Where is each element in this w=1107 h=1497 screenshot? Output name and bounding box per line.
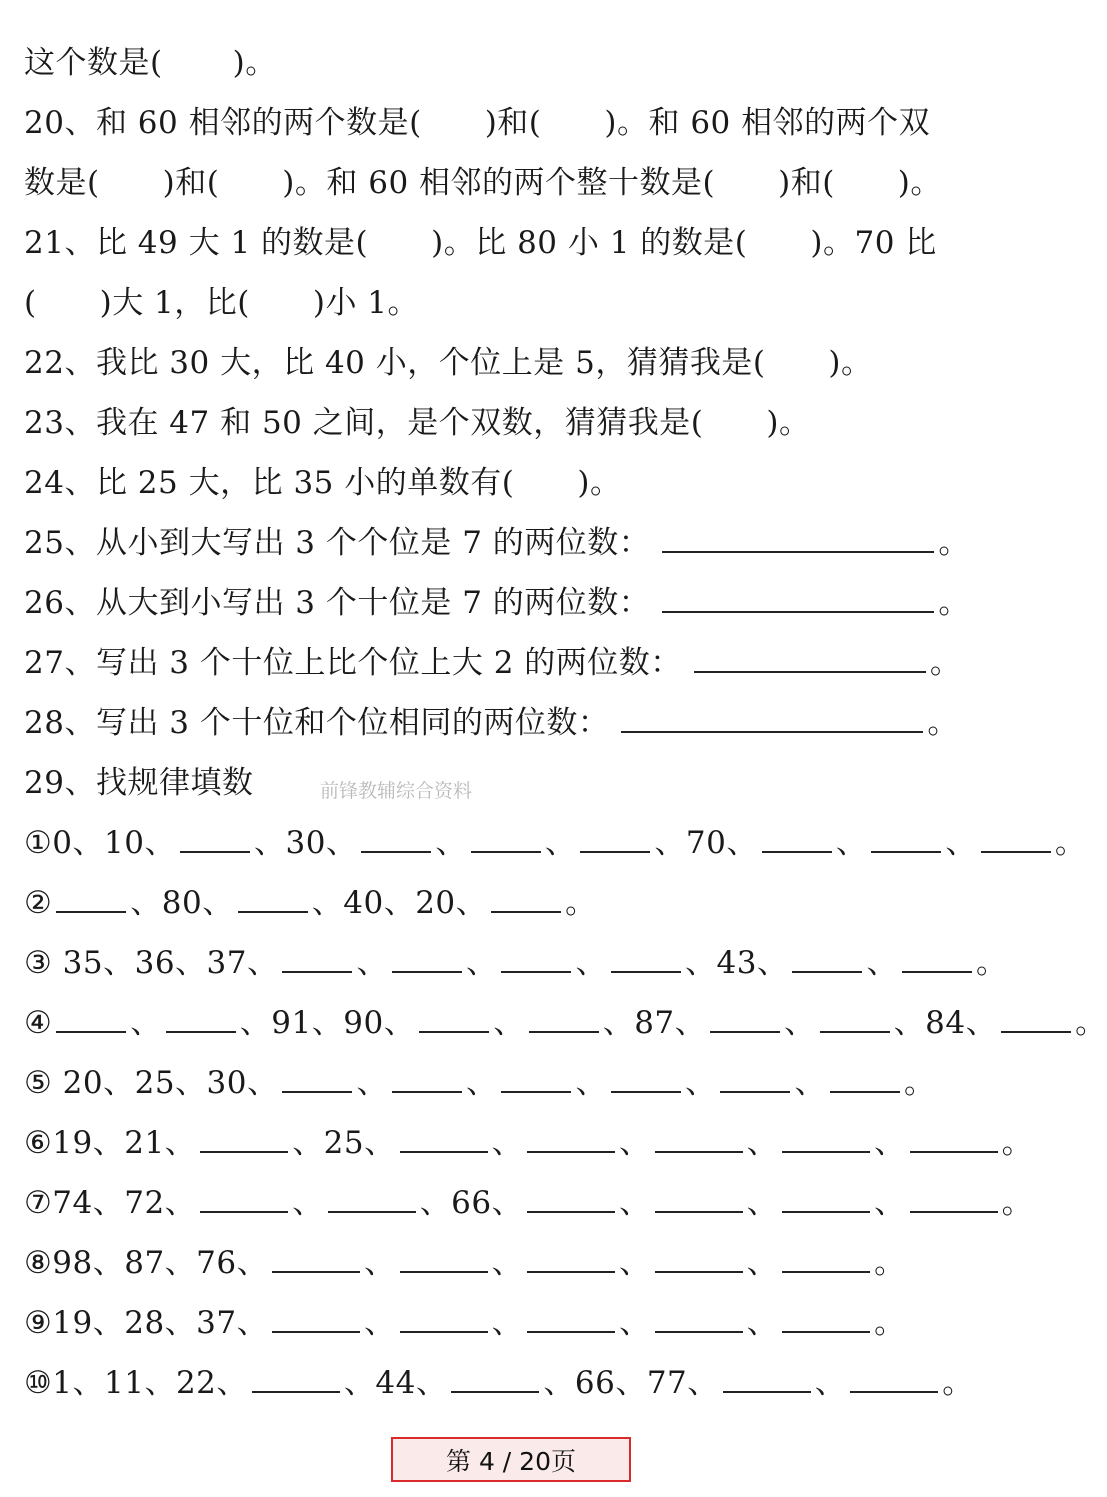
answer-blank[interactable] — [782, 1125, 870, 1153]
page-indicator: 第 4 / 20页 — [391, 1437, 631, 1482]
q21-line2: ( )大 1，比( )小 1。 — [24, 285, 420, 321]
answer-blank[interactable] — [527, 1185, 615, 1213]
seq-text: 、 — [491, 1305, 524, 1341]
answer-blank[interactable] — [723, 1365, 811, 1393]
q23: 23、我在 47 和 50 之间，是个双数，猜猜我是( )。 — [24, 405, 811, 441]
seq-text: ⑨19、28、37、 — [24, 1305, 269, 1341]
answer-blank[interactable] — [392, 945, 462, 973]
answer-blank[interactable] — [392, 1065, 462, 1093]
answer-blank[interactable] — [621, 705, 923, 733]
seq-text: 、 — [364, 1245, 396, 1281]
answer-blank[interactable] — [655, 1125, 743, 1153]
seq-text: 、 — [493, 1005, 525, 1041]
answer-blank[interactable] — [200, 1185, 288, 1213]
seq-text: ② — [24, 885, 53, 921]
seq-text: ①0、10、 — [24, 825, 176, 861]
seq-text: 、 — [575, 945, 607, 981]
q28-end: 。 — [927, 705, 959, 741]
answer-blank[interactable] — [166, 1005, 236, 1033]
answer-blank[interactable] — [451, 1365, 539, 1393]
seq-text: 。 — [1001, 1125, 1034, 1161]
answer-blank[interactable] — [471, 825, 541, 853]
seq-text: 、70、 — [654, 825, 758, 861]
answer-blank[interactable] — [1001, 1005, 1071, 1033]
answer-blank[interactable] — [710, 1005, 780, 1033]
seq-text: 、 — [814, 1365, 847, 1401]
seq-text: 。 — [1001, 1185, 1034, 1221]
seq-text: 、66、77、 — [543, 1365, 719, 1401]
seq-text: 、91、90、 — [239, 1005, 416, 1041]
q28 — [24, 703, 959, 743]
seq-text: ⑤ 20、25、30、 — [24, 1065, 279, 1101]
seq-text: 、 — [794, 1065, 826, 1101]
answer-blank[interactable] — [850, 1365, 938, 1393]
answer-blank[interactable] — [272, 1245, 360, 1273]
answer-blank[interactable] — [662, 585, 934, 613]
answer-blank[interactable] — [580, 825, 650, 853]
answer-blank[interactable] — [527, 1245, 615, 1273]
seq-text: 、30、 — [253, 825, 358, 861]
watermark: 前锋教辅综合资料 — [320, 780, 473, 802]
answer-blank[interactable] — [871, 825, 941, 853]
seq-text: ⑧98、87、76、 — [24, 1245, 269, 1281]
q27-end: 。 — [929, 645, 962, 681]
answer-blank[interactable] — [400, 1245, 488, 1273]
seq-text: 、 — [874, 1185, 906, 1221]
seq-text: 、 — [619, 1125, 651, 1161]
seq-text: 、 — [465, 1065, 498, 1101]
answer-blank[interactable] — [782, 1245, 870, 1273]
answer-blank[interactable] — [56, 1005, 126, 1033]
seq-text: 。 — [565, 885, 597, 921]
answer-blank[interactable] — [762, 825, 832, 853]
q27 — [24, 643, 961, 683]
q20-line2: 数是( )和( )。和 60 相邻的两个整十数是( )和( )。 — [24, 165, 942, 201]
seq-text: 、 — [544, 825, 577, 861]
seq-text: 、 — [619, 1245, 651, 1281]
seq-text: 、87、 — [602, 1005, 707, 1041]
seq-text: 、 — [364, 1305, 396, 1341]
seq-text: 、66、 — [419, 1185, 524, 1221]
q29-heading: 29、找规律填数 — [24, 765, 254, 801]
answer-blank[interactable] — [56, 885, 126, 913]
answer-blank[interactable] — [655, 1185, 743, 1213]
answer-blank[interactable] — [272, 1305, 360, 1333]
seq-text: 。 — [874, 1305, 906, 1341]
answer-blank[interactable] — [527, 1125, 615, 1153]
seq-3 — [24, 943, 1007, 983]
answer-blank[interactable] — [782, 1305, 870, 1333]
seq-text: ⑥19、21、 — [24, 1125, 197, 1161]
answer-blank[interactable] — [419, 1005, 489, 1033]
answer-blank[interactable] — [981, 825, 1051, 853]
q26-text: 26、从大到小写出 3 个十位是 7 的两位数： — [24, 585, 651, 621]
seq-text: 、 — [130, 1005, 162, 1041]
seq-4 — [24, 1003, 1107, 1043]
seq-text: ③ 35、36、37、 — [24, 945, 279, 981]
seq-text: ⑩1、11、22、 — [24, 1365, 248, 1401]
q28-text: 28、写出 3 个十位和个位相同的两位数： — [24, 705, 610, 741]
seq-text: 、84、 — [893, 1005, 998, 1041]
q27-text: 27、写出 3 个十位上比个位上大 2 的两位数： — [24, 645, 682, 681]
seq-text: 、 — [575, 1065, 607, 1101]
seq-text: ⑦74、72、 — [24, 1185, 197, 1221]
answer-blank[interactable] — [910, 1185, 998, 1213]
answer-blank[interactable] — [501, 945, 571, 973]
seq-text: ④ — [24, 1005, 53, 1041]
answer-blank[interactable] — [830, 1065, 900, 1093]
q25 — [24, 523, 970, 563]
seq-text: 、25、 — [292, 1125, 396, 1161]
answer-blank[interactable] — [252, 1365, 340, 1393]
seq-text: 、 — [945, 825, 977, 861]
seq-text: 、 — [435, 825, 467, 861]
seq-5 — [24, 1063, 935, 1103]
seq-text: 。 — [874, 1245, 906, 1281]
q26 — [24, 583, 970, 623]
answer-blank[interactable] — [501, 1065, 571, 1093]
seq-text: 、 — [619, 1305, 651, 1341]
seq-1 — [24, 823, 1086, 863]
seq-text: 。 — [942, 1365, 974, 1401]
answer-blank[interactable] — [694, 645, 926, 673]
q22: 22、我比 30 大，比 40 小，个位上是 5，猜猜我是( )。 — [24, 345, 873, 381]
seq-text: 、 — [491, 1125, 524, 1161]
seq-text: 、 — [874, 1125, 906, 1161]
seq-text: 、 — [746, 1185, 779, 1221]
seq-9 — [24, 1303, 906, 1343]
seq-text: 、 — [356, 945, 388, 981]
seq-10 — [24, 1363, 974, 1403]
seq-text: 、 — [746, 1125, 779, 1161]
answer-blank[interactable] — [361, 825, 431, 853]
q25-text: 25、从小到大写出 3 个个位是 7 的两位数： — [24, 525, 651, 561]
answer-blank[interactable] — [655, 1245, 743, 1273]
answer-blank[interactable] — [902, 945, 972, 973]
q26-end: 。 — [938, 585, 970, 621]
q24: 24、比 25 大，比 35 小的单数有( )。 — [24, 465, 622, 501]
answer-blank[interactable] — [910, 1125, 998, 1153]
seq-text: 。 — [903, 1065, 936, 1101]
seq-text: 、80、 — [130, 885, 234, 921]
seq-8 — [24, 1243, 906, 1283]
q19-text: 这个数是( — [24, 45, 163, 81]
answer-blank[interactable] — [282, 1065, 352, 1093]
seq-text: 、 — [784, 1005, 816, 1041]
answer-blank[interactable] — [820, 1005, 890, 1033]
seq-text: 。 — [975, 945, 1008, 981]
seq-text: 、 — [746, 1245, 779, 1281]
seq-2 — [24, 883, 597, 923]
seq-text: 、 — [866, 945, 898, 981]
answer-blank[interactable] — [491, 885, 561, 913]
seq-text: 、40、20、 — [311, 885, 488, 921]
answer-blank[interactable] — [200, 1125, 288, 1153]
answer-blank[interactable] — [238, 885, 308, 913]
answer-blank[interactable] — [282, 945, 352, 973]
seq-text: 、44、 — [343, 1365, 448, 1401]
seq-7 — [24, 1183, 1033, 1223]
q25-end: 。 — [938, 525, 970, 561]
q20-line1: 20、和 60 相邻的两个数是( )和( )。和 60 相邻的两个双 — [24, 105, 931, 141]
seq-6 — [24, 1123, 1033, 1163]
answer-blank[interactable] — [400, 1305, 488, 1333]
seq-text: 、43、 — [684, 945, 789, 981]
seq-text: 、 — [619, 1185, 651, 1221]
q21-line1: 21、比 49 大 1 的数是( )。比 80 小 1 的数是( )。70 比 — [24, 225, 937, 261]
answer-blank[interactable] — [662, 525, 934, 553]
answer-blank[interactable] — [792, 945, 862, 973]
answer-blank[interactable] — [180, 825, 250, 853]
q19-tail — [24, 43, 277, 83]
answer-blank[interactable] — [529, 1005, 599, 1033]
answer-blank[interactable] — [655, 1305, 743, 1333]
seq-text: 、 — [465, 945, 498, 981]
answer-blank[interactable] — [782, 1185, 870, 1213]
seq-text: 。 — [1075, 1005, 1107, 1041]
q19-end: )。 — [232, 45, 277, 81]
answer-blank[interactable] — [611, 945, 681, 973]
seq-text: 、 — [746, 1305, 779, 1341]
answer-blank[interactable] — [527, 1305, 615, 1333]
answer-blank[interactable] — [400, 1125, 488, 1153]
seq-text: 、 — [835, 825, 868, 861]
seq-text: 。 — [1054, 825, 1087, 861]
answer-blank[interactable] — [328, 1185, 416, 1213]
seq-text: 、 — [292, 1185, 324, 1221]
answer-blank[interactable] — [611, 1065, 681, 1093]
answer-blank[interactable] — [720, 1065, 790, 1093]
seq-text: 、 — [491, 1245, 524, 1281]
seq-text: 、 — [684, 1065, 717, 1101]
seq-text: 、 — [356, 1065, 388, 1101]
